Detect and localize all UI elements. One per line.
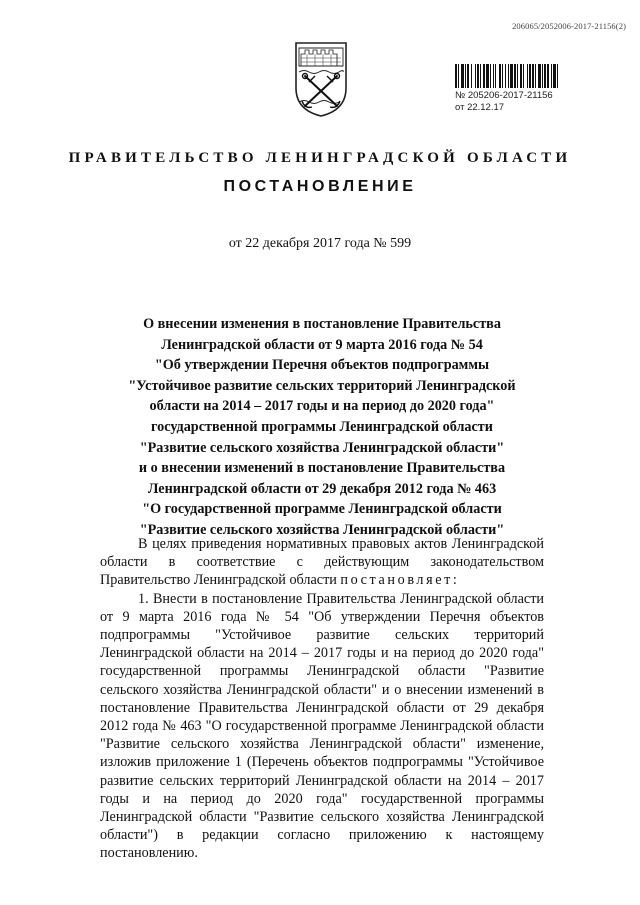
subject-line: "Устойчивое развитие сельских территорий Ленинградской — [128, 377, 516, 394]
subject-line: Ленинградской области от 29 декабря 2012 года № 463 — [147, 480, 497, 497]
document-body — [100, 535, 544, 863]
preamble-text: В целях приведения нормативных правовых актов Ленинградской области в соответствие с действующим законодательством Правительство Ленинградской области — [100, 536, 544, 589]
subject-line: "О государственной программе Ленинградской области — [142, 501, 502, 518]
document-date: от 22 декабря 2017 года № 599 — [228, 236, 412, 251]
subject-line: "Развитие сельского хозяйства Ленинградской области" — [139, 521, 505, 538]
government-title: ПРАВИТЕЛЬСТВО ЛЕНИНГРАДСКОЙ ОБЛАСТИ — [68, 150, 572, 166]
subject-line: "Об утверждении Перечня объектов подпрограммы — [154, 357, 490, 374]
document-subject — [100, 314, 544, 541]
document-reference: 206065/2052006-2017-21156(2) — [512, 21, 626, 31]
registration-date: от 22.12.17 — [455, 102, 505, 113]
document-type: ПОСТАНОВЛЕНИЕ — [223, 178, 417, 195]
subject-line: "Развитие сельского хозяйства Ленинградской области" — [139, 439, 505, 456]
registration-block — [455, 64, 590, 114]
subject-line: Ленинградской области от 9 марта 2016 года № 54 — [161, 336, 483, 353]
subject-line: государственной программы Ленинградской области — [151, 418, 493, 435]
decree-word: постановляет: — [340, 572, 460, 589]
clause-1-paragraph: 1. Внести в постановление Правительства Ленинградской области от 9 марта 2016 года № 54 "Об утверждении Перечня объектов подпрограммы "Устойчивое развитие сельских территорий Ленинградской области на 2014 – 2017 годы и на период до 2020 года" государственной программы Ленинградской области "Развитие сельского хозяйства Ленинградской области" и о внесении изменений в постановление Правительства Ленинградской области от 29 декабря 2012 года № 463 "О государственной программе Ленинградской области "Развитие сельского хозяйства Ленинградской области" изменение, изложив приложение 1 (Перечень объектов подпрограммы "Устойчивое развитие сельских территорий Ленинградской области на 2014 – 2017 годы и на период до 2020 года" государственной программы Ленинградской области "Развитие сельского хозяйства Ленинградской области") в редакции согласно приложению к настоящему постановлению. — [100, 590, 544, 862]
barcode-icon — [455, 64, 588, 88]
registration-number: № 205206-2017-21156 — [455, 90, 553, 101]
coat-of-arms-icon — [293, 40, 349, 118]
subject-line: области на 2014 – 2017 годы и на период до 2020 года" — [149, 398, 495, 415]
subject-line: и о внесении изменений в постановление Правительства — [138, 460, 506, 477]
preamble-paragraph — [100, 535, 544, 590]
subject-line: О внесении изменения в постановление Правительства — [143, 316, 501, 332]
